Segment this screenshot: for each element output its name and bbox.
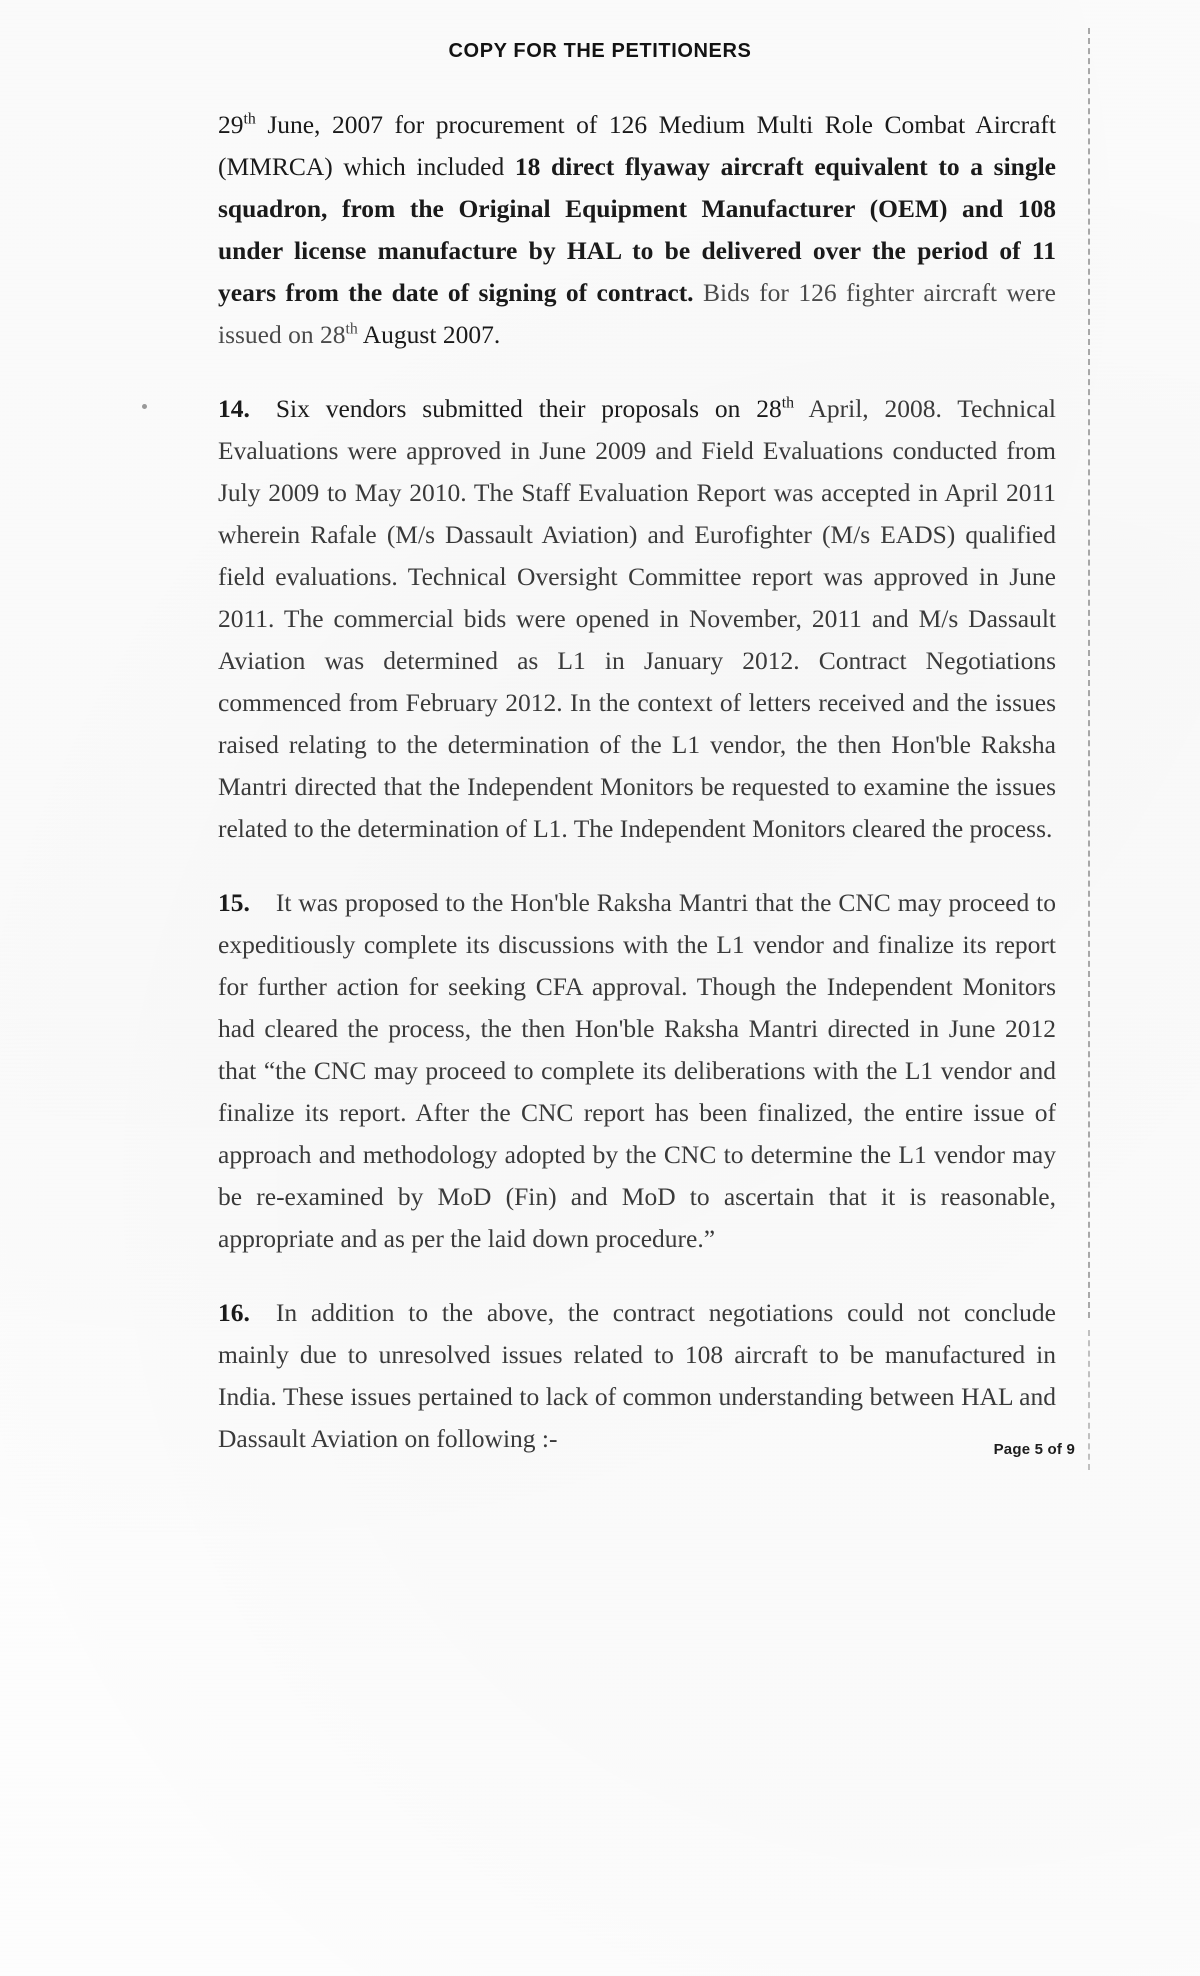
page-number-footer: Page 5 of 9 bbox=[993, 1441, 1075, 1458]
scan-spine-line bbox=[1088, 28, 1090, 1318]
paragraph-14-number: 14. bbox=[218, 394, 250, 423]
paragraph-16-text: In addition to the above, the contract negotiations could not conclude mainly due to unresolved issues related to 108 aircraft to be manufactured in India. These issues pertained to lack of common understanding between HAL and Dassault Aviation on following :- bbox=[218, 1298, 1056, 1453]
scan-speck bbox=[142, 404, 147, 409]
paragraph-16-number: 16. bbox=[218, 1298, 250, 1327]
document-body bbox=[218, 104, 1056, 1460]
paragraph-15 bbox=[218, 882, 1056, 1260]
paragraph-16 bbox=[218, 1292, 1056, 1460]
continuation-date-ordinal: th bbox=[243, 110, 256, 128]
continuation-date-day: 29 bbox=[218, 110, 244, 139]
paragraph-continuation bbox=[218, 104, 1056, 356]
copy-for-petitioners-stamp: COPY FOR THE PETITIONERS bbox=[448, 40, 752, 62]
scan-spine-line-lower bbox=[1088, 1330, 1090, 1470]
continuation-text-a: June, 2007 for procurement of 126 Medium Multi Role Combat Aircraft (MMRCA) which included bbox=[218, 110, 1056, 181]
paragraph-14-ordinal: th bbox=[781, 394, 795, 412]
paragraph-15-text: It was proposed to the Hon'ble Raksha Mantri that the CNC may proceed to expeditiously complete its discussions with the L1 vendor and finalize its report for further action for seeking CFA approval. Though the Independent Monitors had cleared the process, the then Hon'ble Raksha Mantri directed in June 2012 that “the CNC may proceed to complete its deliberations with the L1 vendor and finalize its report. After the CNC report has been finalized, the entire issue of approach and methodology adopted by the CNC to determine the L1 vendor may be re-examined by MoD (Fin) and MoD to ascertain that it is reasonable, appropriate and as per the laid down procedure.” bbox=[218, 888, 1056, 1253]
paragraph-15-number: 15. bbox=[218, 888, 250, 917]
paragraph-14 bbox=[218, 388, 1056, 850]
paragraph-14-text-b: April, 2008. Technical Evaluations were approved in June 2009 and Field Evaluations conducted from July 2009 to May 2010. The Staff Evaluation Report was accepted in April 2011 wherein Rafale (M/s Dassault Aviation) and Eurofighter (M/s EADS) qualified field evaluations. Technical Oversight Committee report was approved in June 2011. The commercial bids were opened in November, 2011 and M/s Dassault Aviation was determined as L1 in January 2012. Contract Negotiations commenced from February 2012. In the context of letters received and the issues raised relating to the determination of the L1 vendor, the then Hon'ble Raksha Mantri directed that the Independent Monitors be requested to examine the issues related to the determination of L1. The Independent Monitors cleared the process. bbox=[218, 394, 1056, 843]
continuation-date2-ordinal: th bbox=[345, 320, 358, 338]
continuation-text-b: Bids for 126 fighter aircraft were issued on 28 bbox=[218, 278, 1056, 349]
continuation-text-c: August 2007. bbox=[357, 320, 501, 349]
continuation-bold-clause: 18 direct flyaway aircraft equivalent to a single squadron, from the Original Equipment Manufacturer (OEM) and 108 under license manufacture by HAL to be delivered over the period of 11 years from the date of signing of contract. bbox=[218, 152, 1056, 307]
paragraph-14-text-a: Six vendors submitted their proposals on 28 bbox=[275, 394, 782, 423]
